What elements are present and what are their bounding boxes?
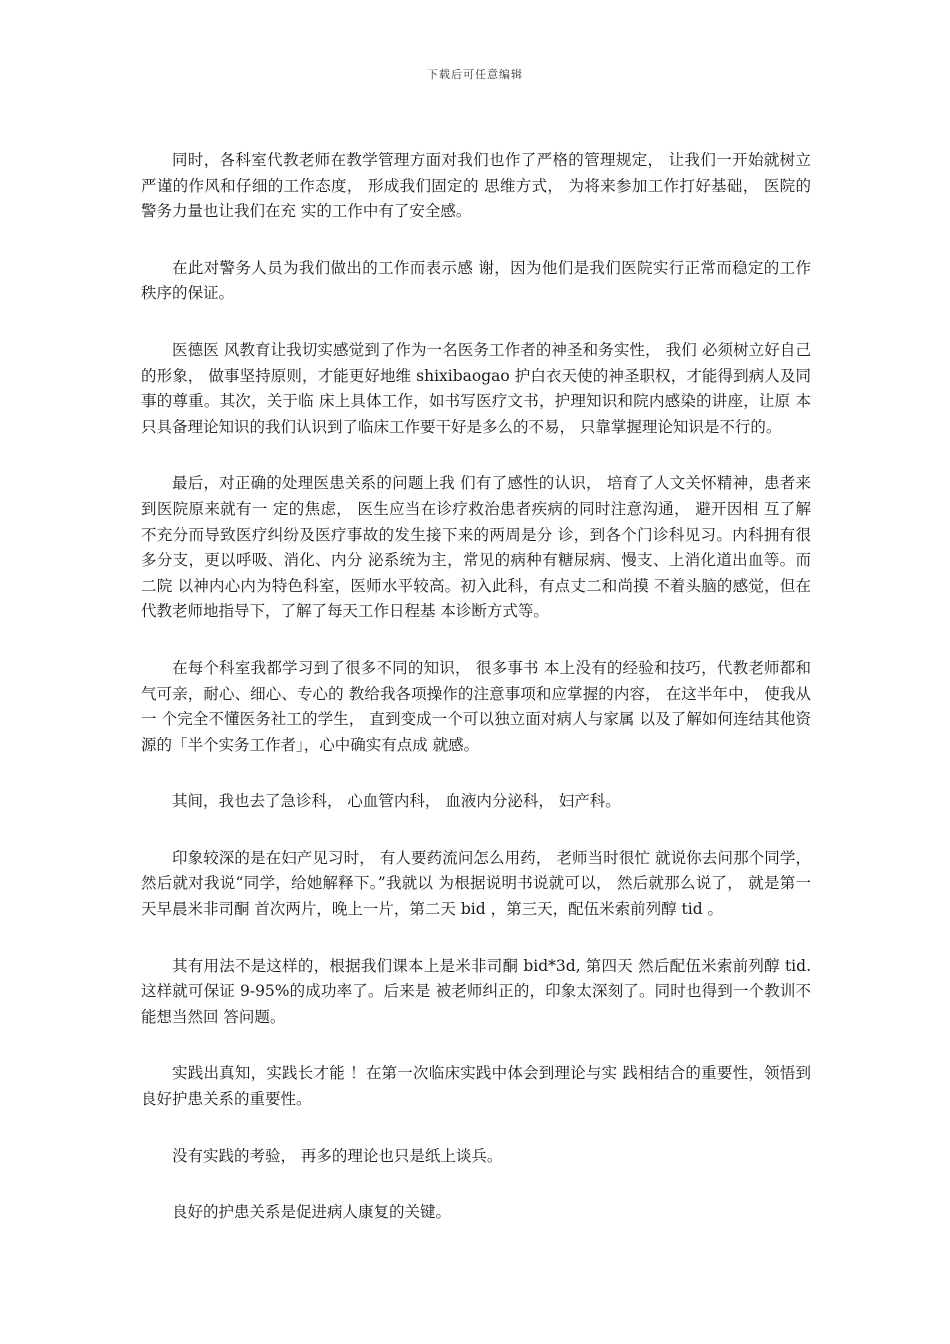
page-header-note: 下载后可任意编辑 (427, 68, 523, 81)
paragraph: 在每个科室我都学习到了很多不同的知识， 很多事书 本上没有的经验和技巧，代教老师都和气可亲，耐心、细心、专心的 教给我各项操作的注意事项和应掌握的内容， 在这半年中， 使我从一 个完全不懂医务社工的学生， 直到变成一个可以独立面对病人与家属 以及了解如何连结其他资源的「半个实务工作者」，心中确实有点成 就感。 (141, 658, 811, 754)
paragraph: 印象较深的是在妇产见习时， 有人要药流问怎么用药， 老师当时很忙 就说你去问那个同学，然后就对我说“同学，给她解释下。”我就以 为根据说明书说就可以， 然后就那么说了， 就是第一天早晨米非司酮 首次两片，晚上一片，第二天 bid ，第三天，配伍米索前列醇 tid 。 (141, 848, 811, 919)
paragraph: 同时，各科室代教老师在教学管理方面对我们也作了严格的管理规定， 让我们一开始就树立严谨的作风和仔细的工作态度， 形成我们固定的 思维方式， 为将来参加工作打好基础， 医院的警务力量也让我们在充 实的工作中有了安全感。 (141, 151, 811, 221)
paragraph: 最后，对正确的处理医患关系的问题上我 们有了感性的认识， 培育了人文关怀精神，患者来到医院原来就有一 定的焦虑， 医生应当在诊疗救治患者疾病的同时注意沟通， 避开因相 互了解不充分而导致医疗纠纷及医疗事故的发生接下来的两周是分 诊，到各个门诊科见习。内科拥有很多分支，更以呼吸、消化、内分 泌系统为主，常见的病种有糖尿病、慢支、上消化道出血等。而二院 以神内心内为特色科室，医师水平较高。初入此科，有点丈二和尚摸 不着头脑的感觉，但在代教老师地指导下，了解了每天工作日程基 本诊断方式等。 (141, 474, 811, 621)
paragraph: 在此对警务人员为我们做出的工作而表示感 谢，因为他们是我们医院实行正常而稳定的工作秩序的保证。 (141, 258, 811, 303)
paragraph: 医德医 风教育让我切实感觉到了作为一名医务工作者的神圣和务实性， 我们 必须树立好自己的形象， 做事坚持原则，才能更好地维 shixibaogao 护白衣天使的神圣职权，才能得到病人及同事的尊重。其次，关于临 床上具体工作，如书写医疗文书，护理知识和院内感染的讲座，让原 本只具备理论知识的我们认识到了临床工作要干好是多么的不易， 只靠掌握理论知识是不行的。 (141, 340, 811, 436)
paragraph: 其间，我也去了急诊科， 心血管内科， 血液内分泌科， 妇产科。 (172, 792, 621, 811)
paragraph: 良好的护患关系是促进病人康复的关键。 (172, 1203, 452, 1222)
paragraph: 实践出真知，实践长才能 ！在第一次临床实践中体会到理论与实 践相结合的重要性，领悟到良好护患关系的重要性。 (141, 1064, 811, 1109)
paragraph: 其有用法不是这样的，根据我们课本上是米非司酮 bid*3d, 第四天 然后配伍米索前列醇 tid. 这样就可保证 9-95%的成功率了。后来是 被老师纠正的，印象太深刻了。同时也得到一个教训不能想当然回 答问题。 (141, 956, 811, 1026)
document-body (141, 148, 811, 1257)
paragraph: 没有实践的考验， 再多的理论也只是纸上谈兵。 (172, 1146, 503, 1165)
